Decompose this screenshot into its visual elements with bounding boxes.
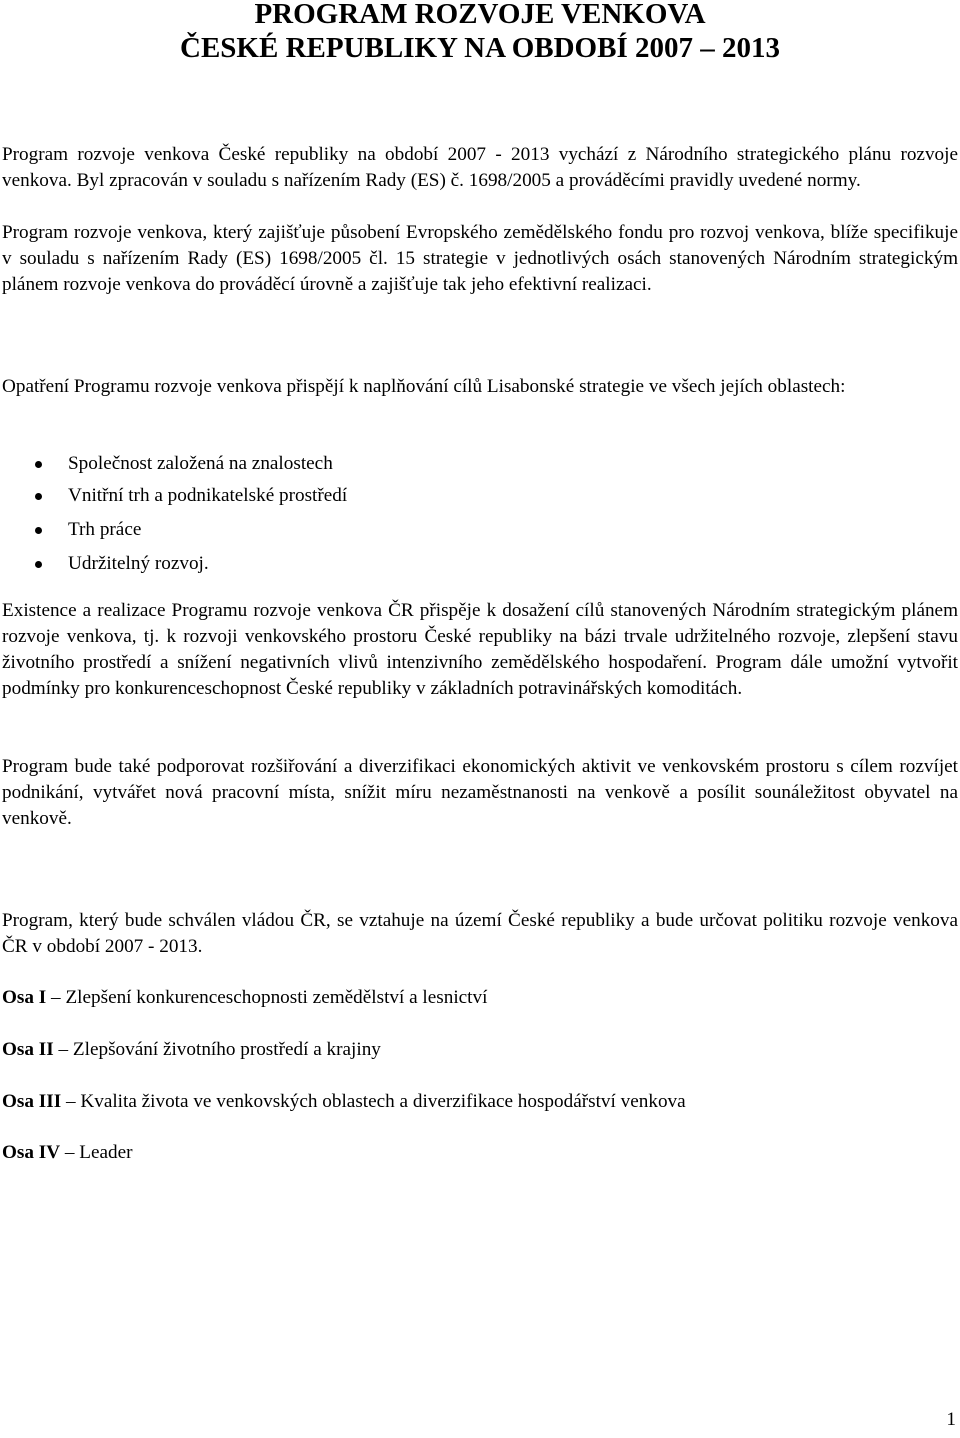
axis-1-text: Zlepšení konkurenceschopnosti zemědělství a lesnictví: [65, 987, 488, 1008]
paragraph-existence: Existence a realizace Programu rozvoje venkova ČR přispěje k dosažení cílů stanovených Národním strategickým plánem rozvoje venkova, tj. k rozvoji venkovského prostoru České republiky na bázi trvale udržitelného rozvoje, zlepšení stavu životního prostředí a snížení negativních vlivů intenzivního zemědělského hospodaření. Program dále umožní vytvořit podmínky pro konkurenceschopnost České republiky v základních potravinářských komoditách.: [2, 600, 958, 699]
list-item-text: Trh práce: [68, 519, 142, 540]
bullet-icon: [35, 461, 42, 468]
paragraph-lisbon-strategy: Opatření Programu rozvoje venkova přispějí k naplňování cílů Lisabonské strategie ve všech jejích oblastech:: [2, 376, 846, 397]
axis-4-label: Osa IV: [2, 1142, 61, 1163]
bullet-icon: [35, 493, 42, 500]
axis-4-item: [2, 1141, 133, 1165]
axis-2-item: [2, 1038, 381, 1062]
bullet-icon: [35, 561, 42, 568]
list-item-text: Společnost založená na znalostech: [68, 453, 333, 474]
paragraph-territory: Program, který bude schválen vládou ČR, se vztahuje na území České republiky a bude určovat politiku rozvoje venkova ČR v období 2007 - 2013.: [2, 910, 958, 957]
axis-2-label: Osa II: [2, 1039, 54, 1060]
axis-3-text: Kvalita života ve venkovských oblastech a diverzifikace hospodářství venkova: [80, 1091, 686, 1112]
axis-1-dash: –: [51, 987, 61, 1008]
document-title-line2: ČESKÉ REPUBLIKY NA OBDOBÍ 2007 – 2013: [180, 32, 780, 64]
document-title-line1: PROGRAM ROZVOJE VENKOVA: [254, 0, 706, 30]
axis-3-item: [2, 1090, 686, 1114]
axis-1-label: Osa I: [2, 987, 47, 1008]
paragraph-program-description: Program rozvoje venkova, který zajišťuje působení Evropského zemědělského fondu pro rozvoj venkova, blíže specifikuje v souladu s nařízením Rady (ES) 1698/2005 čl. 15 strategie v jednotlivých osách stanovených Národním strategickým plánem rozvoje venkova do prováděcí úrovně a zajišťuje tak jeho efektivní realizaci.: [2, 222, 958, 295]
axis-3-dash: –: [65, 1091, 76, 1112]
list-item-text: Vnitřní trh a podnikatelské prostředí: [68, 485, 348, 506]
axis-2-dash: –: [58, 1039, 69, 1060]
axis-1-item: [2, 986, 487, 1010]
axis-3-label: Osa III: [2, 1091, 62, 1112]
paragraph-diversification: Program bude také podporovat rozšiřování a diverzifikaci ekonomických aktivit ve venkovském prostoru s cílem rozvíjet podnikání, vytvářet nová pracovní místa, snížit míru nezaměstnanosti na venkově a posílit sounáležitost obyvatel na venkově.: [2, 756, 958, 829]
page-number: 1: [946, 1409, 956, 1430]
list-item-text: Udržitelný rozvoj.: [68, 553, 209, 574]
bullet-icon: [35, 527, 42, 534]
axis-4-text: Leader: [79, 1142, 133, 1163]
paragraph-intro: Program rozvoje venkova České republiky na období 2007 - 2013 vychází z Národního strategického plánu rozvoje venkova. Byl zpracován v souladu s nařízením Rady (ES) č. 1698/2005 a prováděcími pravidly uvedené normy.: [2, 144, 958, 191]
axis-2-text: Zlepšování životního prostředí a krajiny: [72, 1039, 381, 1060]
axis-4-dash: –: [64, 1142, 75, 1163]
